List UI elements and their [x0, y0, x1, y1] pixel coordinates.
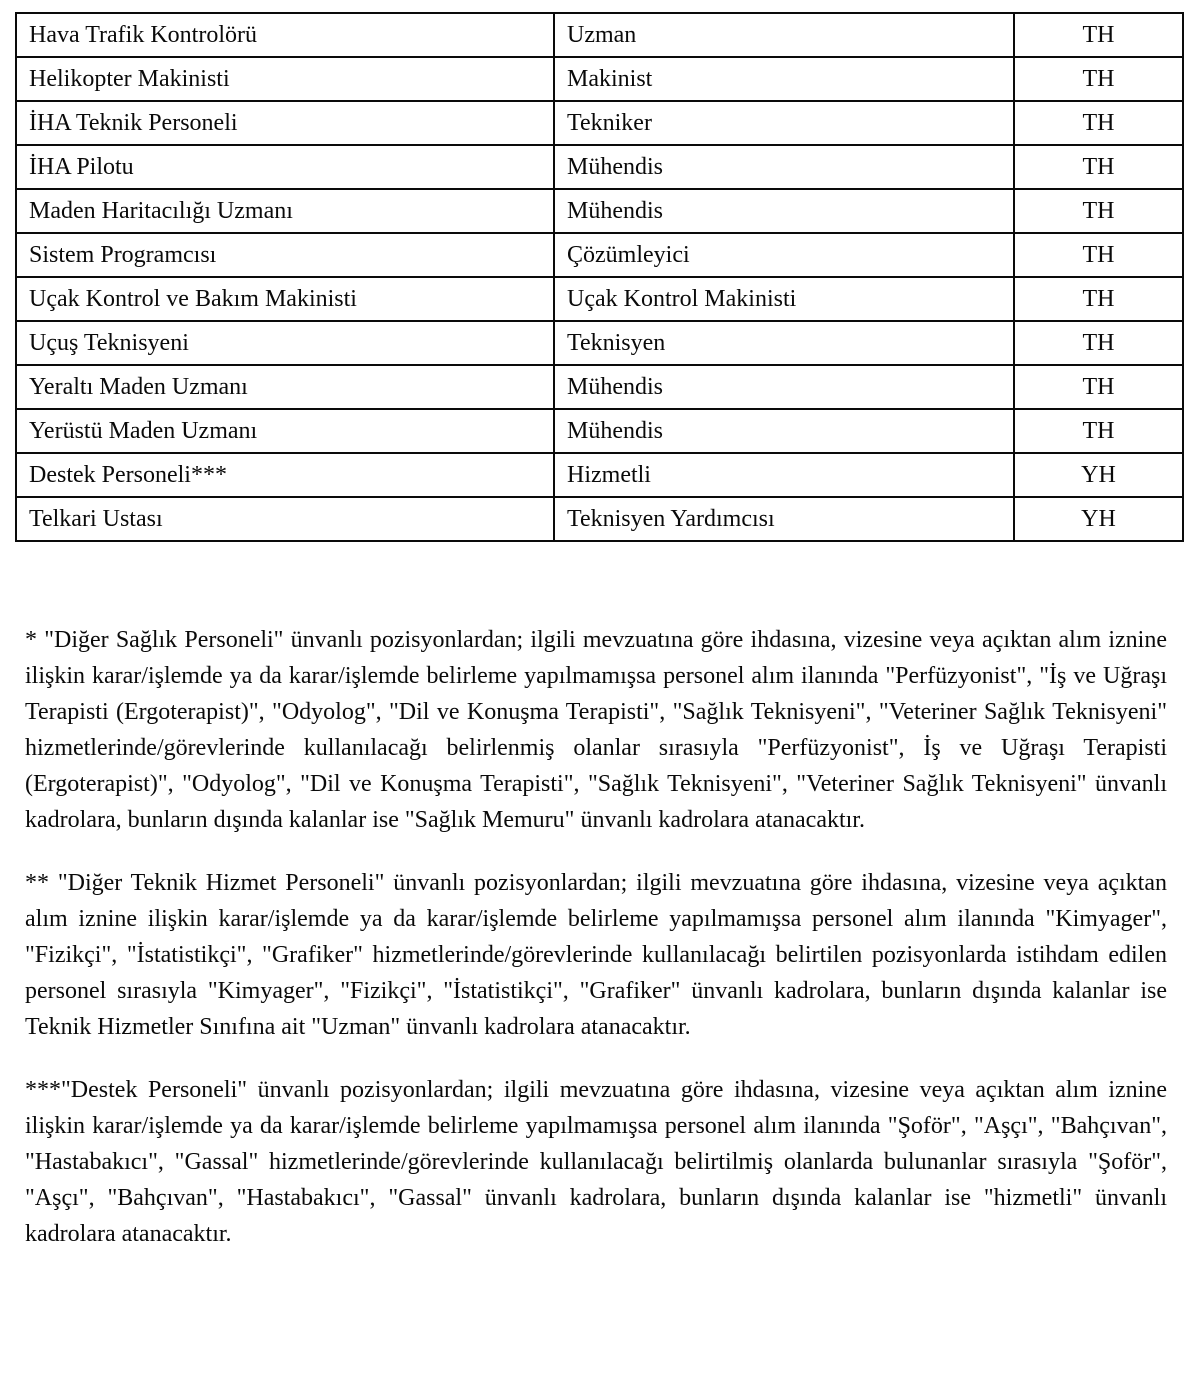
- title-cell: Teknisyen Yardımcısı: [554, 497, 1014, 541]
- class-cell: YH: [1014, 453, 1183, 497]
- title-cell: Mühendis: [554, 365, 1014, 409]
- footnote-saglik-personeli: * "Diğer Sağlık Personeli" ünvanlı pozisyonlardan; ilgili mevzuatına göre ihdasına, vizesine veya açıktan alım iznine ilişkin karar/işlemde ya da karar/işlemde belirleme yapılmamışsa personel alım ilanında "Perfüzyonist", "İş ve Uğraşı Terapisti (Ergoterapist)", "Odyolog", "Dil ve Konuşma Terapisti", "Sağlık Teknisyeni", "Veteriner Sağlık Teknisyeni" hizmetlerinde/görevlerinde kullanılacağı belirlenmiş olanlar sırasıyla "Perfüzyonist", İş ve Uğraşı Terapisti (Ergoterapist)", "Odyolog", "Dil ve Konuşma Terapisti", "Sağlık Teknisyeni", "Veteriner Sağlık Teknisyeni" ünvanlı kadrolara, bunların dışında kalanlar ise "Sağlık Memuru" ünvanlı kadrolara atanacaktır.: [25, 627, 1167, 833]
- table-row: [16, 233, 1183, 277]
- title-cell: Uçak Kontrol Makinisti: [554, 277, 1014, 321]
- position-cell: Hava Trafik Kontrolörü: [16, 13, 554, 57]
- table-row: [16, 189, 1183, 233]
- table-row: [16, 145, 1183, 189]
- title-cell: Mühendis: [554, 145, 1014, 189]
- class-cell: TH: [1014, 13, 1183, 57]
- class-cell: TH: [1014, 57, 1183, 101]
- class-cell: TH: [1014, 233, 1183, 277]
- position-cell: Uçak Kontrol ve Bakım Makinisti: [16, 277, 554, 321]
- class-cell: TH: [1014, 365, 1183, 409]
- class-cell: TH: [1014, 145, 1183, 189]
- position-cell: Sistem Programcısı: [16, 233, 554, 277]
- positions-table: [15, 12, 1184, 542]
- title-cell: Tekniker: [554, 101, 1014, 145]
- position-cell: İHA Teknik Personeli: [16, 101, 554, 145]
- class-cell: YH: [1014, 497, 1183, 541]
- position-cell: İHA Pilotu: [16, 145, 554, 189]
- table-row: [16, 321, 1183, 365]
- table-row: [16, 277, 1183, 321]
- position-cell: Maden Haritacılığı Uzmanı: [16, 189, 554, 233]
- position-cell: Yerüstü Maden Uzmanı: [16, 409, 554, 453]
- position-cell: Yeraltı Maden Uzmanı: [16, 365, 554, 409]
- class-cell: TH: [1014, 409, 1183, 453]
- table-row: [16, 13, 1183, 57]
- positions-table-body: [16, 13, 1183, 541]
- footnotes-section: [25, 622, 1167, 1279]
- title-cell: Hizmetli: [554, 453, 1014, 497]
- title-cell: Teknisyen: [554, 321, 1014, 365]
- class-cell: TH: [1014, 189, 1183, 233]
- table-row: [16, 57, 1183, 101]
- position-cell: Uçuş Teknisyeni: [16, 321, 554, 365]
- table-row: [16, 409, 1183, 453]
- position-cell: Destek Personeli***: [16, 453, 554, 497]
- table-row: [16, 101, 1183, 145]
- title-cell: Mühendis: [554, 409, 1014, 453]
- title-cell: Makinist: [554, 57, 1014, 101]
- class-cell: TH: [1014, 321, 1183, 365]
- title-cell: Uzman: [554, 13, 1014, 57]
- title-cell: Çözümleyici: [554, 233, 1014, 277]
- position-cell: Helikopter Makinisti: [16, 57, 554, 101]
- class-cell: TH: [1014, 277, 1183, 321]
- footnote-destek-personeli: ***"Destek Personeli" ünvanlı pozisyonlardan; ilgili mevzuatına göre ihdasına, vizesine veya açıktan alım iznine ilişkin karar/işlemde ya da karar/işlemde belirleme yapılmamışsa personel alım ilanında "Şoför", "Aşçı", "Bahçıvan", "Hastabakıcı", "Gassal" hizmetlerinde/görevlerinde kullanılacağı belirtilmiş olanlarda bulunanlar sırasıyla "Şoför", "Aşçı", "Bahçıvan", "Hastabakıcı", "Gassal" ünvanlı kadrolara, bunların dışında kalanlar ise "hizmetli" ünvanlı kadrolara atanacaktır.: [25, 1077, 1167, 1247]
- footnote-teknik-hizmet-personeli: ** "Diğer Teknik Hizmet Personeli" ünvanlı pozisyonlardan; ilgili mevzuatına göre ihdasına, vizesine veya açıktan alım iznine ilişkin karar/işlemde ya da karar/işlemde belirleme yapılmamışsa personel alım ilanında "Kimyager", "Fizikçi", "İstatistikçi", "Grafiker" hizmetlerinde/görevlerinde kullanılacağı belirtilen pozisyonlarda istihdam edilen personel sırasıyla "Kimyager", "Fizikçi", "İstatistikçi", "Grafiker" ünvanlı kadrolara, bunların dışında kalanlar ise Teknik Hizmetler Sınıfına ait "Uzman" ünvanlı kadrolara atanacaktır.: [25, 870, 1167, 1040]
- table-row: [16, 497, 1183, 541]
- class-cell: TH: [1014, 101, 1183, 145]
- table-row: [16, 453, 1183, 497]
- title-cell: Mühendis: [554, 189, 1014, 233]
- table-row: [16, 365, 1183, 409]
- position-cell: Telkari Ustası: [16, 497, 554, 541]
